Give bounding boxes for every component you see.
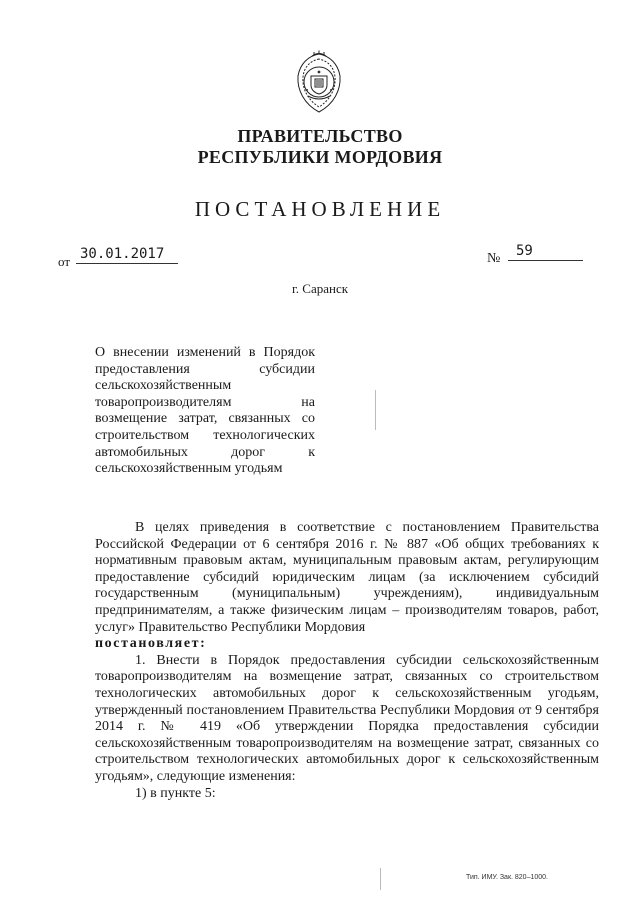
preamble-paragraph: В целях приведения в соответствие с постановлением Правительства Российской Федерации от 6 сентября 2016 г. № 887 «Об общих требованиях к нормативным правовым актам, муниципальным правовым актам, регулирующим предоставление субсидий юридическим лицам (за исключением субсидий государственным (муниципальным) учреждениям), индивидуальным предпринимателям, а также физическим лицам – производителям товаров, работ, услуг» Правительство Республики Мордовия <box>95 520 599 635</box>
org-name-line2: РЕСПУБЛИКИ МОРДОВИЯ <box>197 147 443 167</box>
decree-word: постановляет: <box>95 636 207 652</box>
document-number: 59 <box>508 243 583 261</box>
item-1-paragraph: 1. Внести в Порядок предоставления субсидии сельскохозяйственным товаропроизводителям на возмещение затрат, связанных со строительством технологических автомобильных дорог к сельскохозяйственным угодьям, утвержденный постановлением Правительства Республики Мордовия от 9 сентября 2014 г. № 419 «Об утверждении Порядка предоставления субсидии сельскохозяйственным товаропроизводителям на возмещение затрат, связанных со строительством технологических автомобильных дорог к сельскохозяйственным угодьям», следующие изменения: <box>95 652 599 784</box>
number-prefix: № <box>487 251 501 266</box>
city-name: г. Саранск <box>291 281 349 296</box>
document-body <box>95 520 599 802</box>
subitem-1-paragraph: 1) в пункте 5: <box>135 785 216 801</box>
date-prefix: от <box>58 254 71 269</box>
scan-mark <box>375 390 376 430</box>
document-date: 30.01.2017 <box>76 246 178 264</box>
coat-of-arms-icon <box>288 50 350 116</box>
org-name-line1: ПРАВИТЕЛЬСТВО <box>237 126 403 146</box>
document-type-title: ПОСТАНОВЛЕНИЕ <box>194 197 446 221</box>
print-mark: Тип. ИМУ. Зак. 820–1000. <box>466 874 548 881</box>
scan-mark <box>380 868 381 890</box>
document-subject: О внесении изменений в Порядок предоставления субсидии сельскохозяйственным товаропроизводителям на возмещение затрат, связанных со строительством технологических автомобильных дорог к сельскохозяйственным угодьям <box>95 345 315 477</box>
